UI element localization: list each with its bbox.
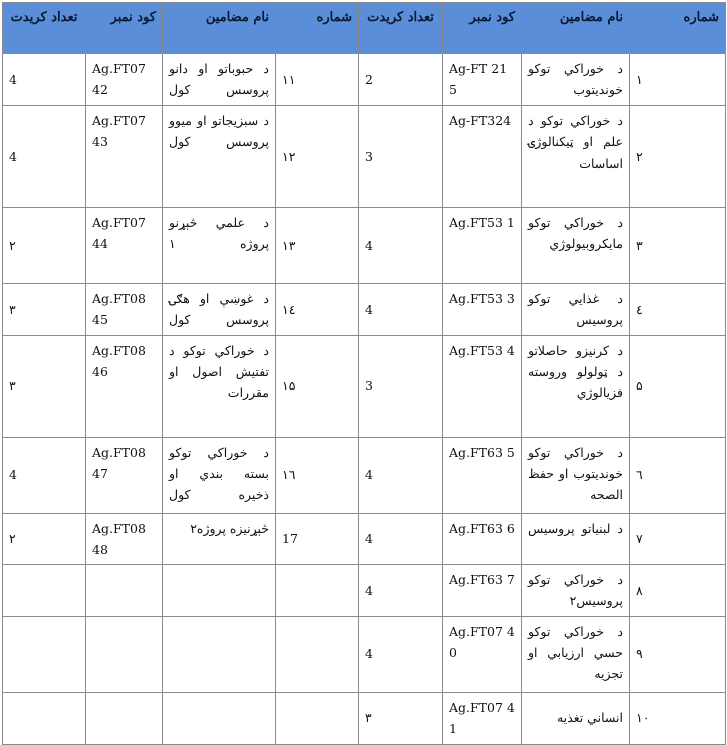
course-credits: 4 [3, 106, 86, 208]
courses-table [2, 2, 726, 745]
course-credits: 3 [359, 335, 443, 437]
course-code: Ag.FT53 3 [443, 284, 522, 336]
course-code: Ag.FT08 48 [86, 513, 163, 565]
row-number: ۱۲ [276, 106, 359, 208]
course-name: څېړنيزه پروژه۲ [163, 513, 276, 565]
course-credits: ۳ [3, 335, 86, 437]
course-code [86, 616, 163, 692]
course-credits: ۳ [359, 692, 443, 744]
course-credits: 4 [3, 54, 86, 106]
row-number: ۱۱ [276, 54, 359, 106]
course-code [86, 565, 163, 617]
course-credits [3, 616, 86, 692]
table-row [3, 692, 726, 744]
header-number: شماره [630, 3, 726, 54]
course-code: Ag.FT53 4 [443, 335, 522, 437]
course-name: د خوراکي توکو مايکروبيولوژي [522, 208, 630, 284]
row-number: ٦ [630, 437, 726, 513]
row-number: ۷ [630, 513, 726, 565]
course-code: Ag.FT07 40 [443, 616, 522, 692]
row-number [276, 565, 359, 617]
course-credits: 4 [359, 513, 443, 565]
course-credits: 3 [359, 106, 443, 208]
course-credits: 4 [359, 437, 443, 513]
course-code: Ag.FT08 45 [86, 284, 163, 336]
course-name [163, 616, 276, 692]
course-name: د سبزيجاتو او ميوو پروسس کول [163, 106, 276, 208]
row-number [276, 616, 359, 692]
table-row [3, 437, 726, 513]
course-credits: ۲ [3, 513, 86, 565]
course-code: Ag.FT07 44 [86, 208, 163, 284]
course-name: د علمي څېړنو پروژه ۱ [163, 208, 276, 284]
header-code: کود نمبر [443, 3, 522, 54]
header-number: شماره [276, 3, 359, 54]
course-code: Ag.FT53 1 [443, 208, 522, 284]
course-name [163, 565, 276, 617]
course-code: Ag.FT63 7 [443, 565, 522, 617]
course-name: د خوراکي توکو پروسيس۲ [522, 565, 630, 617]
course-name: د حبوباتو او دانو پروسس کول [163, 54, 276, 106]
header-row [3, 3, 726, 54]
table-row [3, 284, 726, 336]
course-code: Ag.FT08 46 [86, 335, 163, 437]
course-code: Ag.FT07 41 [443, 692, 522, 744]
course-code: Ag-FT324 [443, 106, 522, 208]
row-number: ١٤ [276, 284, 359, 336]
header-credits: تعداد کریدت [359, 3, 443, 54]
header-name: نام مضامین [163, 3, 276, 54]
course-name: د خوراکي توکو بسته بندي او ذخيره کول [163, 437, 276, 513]
course-code: Ag.FT63 5 [443, 437, 522, 513]
row-number [276, 692, 359, 744]
course-code: Ag.FT07 42 [86, 54, 163, 106]
row-number: 17 [276, 513, 359, 565]
row-number: ٤ [630, 284, 726, 336]
table-row [3, 106, 726, 208]
table-row [3, 54, 726, 106]
course-name: د خوراکي توکو خونديتوب [522, 54, 630, 106]
course-credits: 4 [359, 616, 443, 692]
course-code: Ag.FT07 43 [86, 106, 163, 208]
table-row [3, 616, 726, 692]
course-credits: 2 [359, 54, 443, 106]
course-name: د خوراکي توکو خونديتوب او حفظ الصحه [522, 437, 630, 513]
course-code [86, 692, 163, 744]
row-number: ۳ [630, 208, 726, 284]
course-credits: 4 [359, 284, 443, 336]
table-row [3, 208, 726, 284]
table-row [3, 513, 726, 565]
course-credits [3, 565, 86, 617]
course-name: د خوراکي توکو حسي ارزيابي او تجزيه [522, 616, 630, 692]
row-number: ۱۵ [276, 335, 359, 437]
row-number: ۱ [630, 54, 726, 106]
course-credits [3, 692, 86, 744]
course-credits: 4 [359, 565, 443, 617]
table-row [3, 565, 726, 617]
row-number: ١٦ [276, 437, 359, 513]
course-name: د کرنيزو حاصلاتو د ټولولو وروسته فزيالوژي [522, 335, 630, 437]
course-name: د غوښې او هګۍ پروسس کول [163, 284, 276, 336]
course-name: انساني تغذيه [522, 692, 630, 744]
course-name: د لبنياتو پروسيس [522, 513, 630, 565]
course-credits: ۲ [3, 208, 86, 284]
course-code: Ag.FT08 47 [86, 437, 163, 513]
course-code: Ag-FT 215 [443, 54, 522, 106]
course-name [163, 692, 276, 744]
course-name: د خوراکي توکو د تفتيش اصول او مقررات [163, 335, 276, 437]
course-credits: ۳ [3, 284, 86, 336]
course-name: د غذايي توکو پروسيس [522, 284, 630, 336]
row-number: ۸ [630, 565, 726, 617]
course-credits: 4 [3, 437, 86, 513]
row-number: ۱۳ [276, 208, 359, 284]
table-row [3, 335, 726, 437]
course-name: د خوراکي توکو د علم او ټيکنالوژۍ اساسات [522, 106, 630, 208]
course-credits: 4 [359, 208, 443, 284]
row-number: ۵ [630, 335, 726, 437]
row-number: ۱۰ [630, 692, 726, 744]
header-credits: تعداد کریدت [3, 3, 86, 54]
header-name: نام مضامین [522, 3, 630, 54]
header-code: کود نمبر [86, 3, 163, 54]
row-number: ۲ [630, 106, 726, 208]
row-number: ۹ [630, 616, 726, 692]
course-code: Ag.FT63 6 [443, 513, 522, 565]
